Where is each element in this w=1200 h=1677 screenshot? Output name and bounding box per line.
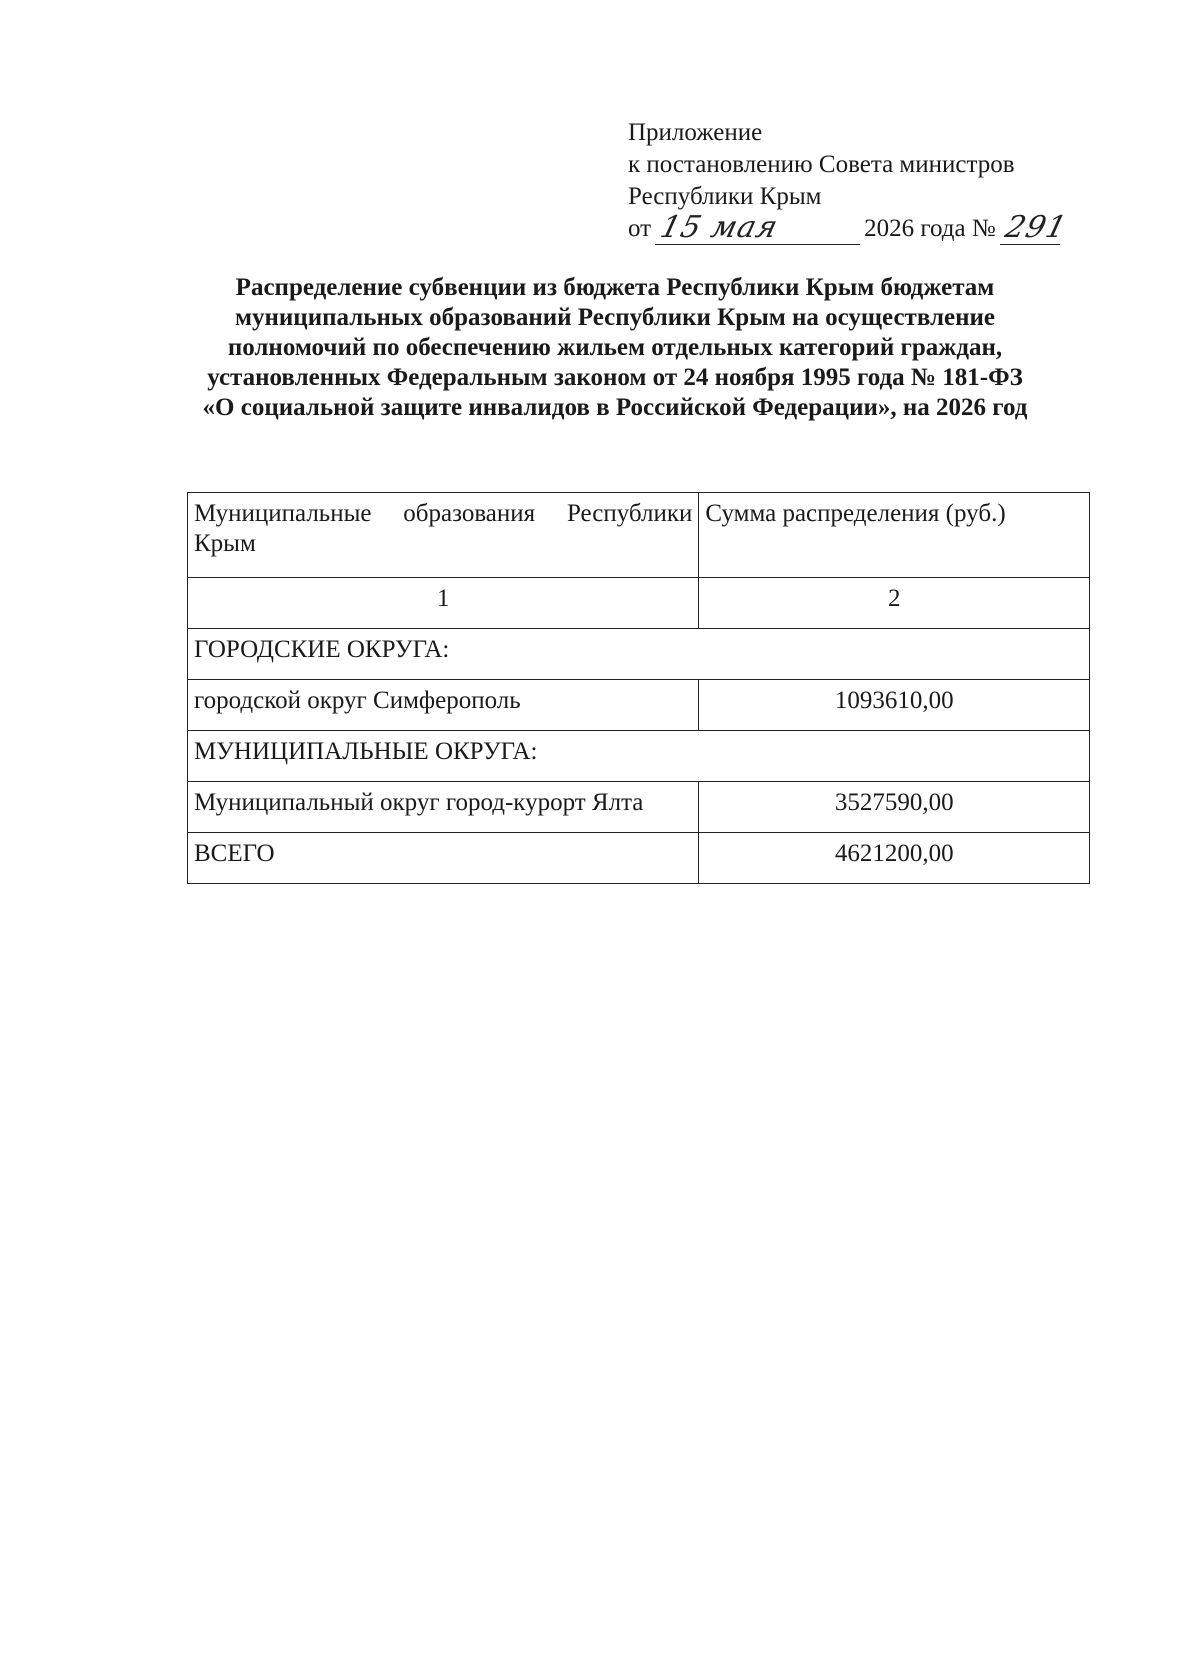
appendix-resolution-ref: к постановлению Совета министров (628, 151, 1015, 178)
table-header-row (188, 493, 1090, 578)
title-line: муниципальных образований Республики Крым на осуществление (234, 304, 996, 331)
section-row (188, 629, 1090, 680)
handwritten-date: 15 мая (656, 210, 782, 245)
year-number-label: 2026 года № (864, 215, 996, 242)
date-prefix: от (628, 215, 652, 242)
table-row (188, 680, 1090, 731)
table-row (188, 782, 1090, 833)
amount-cell: 1093610,00 (699, 680, 1090, 731)
appendix-label: Приложение (628, 119, 763, 146)
distribution-table (187, 492, 1090, 884)
municipality-name: Муниципальный округ город-курорт Ялта (188, 782, 699, 833)
appendix-republic: Республики Крым (628, 183, 822, 210)
date-field (655, 210, 860, 245)
section-title: ГОРОДСКИЕ ОКРУГА: (188, 629, 1090, 680)
municipality-name: городской округ Симферополь (188, 680, 699, 731)
number-field (1000, 210, 1071, 245)
appendix-date-line (628, 210, 1071, 245)
handwritten-number: 291 (1001, 210, 1071, 245)
column-number: 2 (699, 578, 1090, 629)
total-amount: 4621200,00 (699, 833, 1090, 884)
amount-cell: 3527590,00 (699, 782, 1090, 833)
total-row (188, 833, 1090, 884)
title-line: «О социальной защите инвалидов в Российской Федерации», на 2026 год (202, 394, 1028, 421)
section-title: МУНИЦИПАЛЬНЫЕ ОКРУГА: (188, 731, 1090, 782)
section-row (188, 731, 1090, 782)
header-amount: Сумма распределения (руб.) (699, 493, 1090, 578)
total-label: ВСЕГО (188, 833, 699, 884)
column-number: 1 (188, 578, 699, 629)
column-number-row (188, 578, 1090, 629)
title-line: полномочий по обеспечению жильем отдельных категорий граждан, (227, 334, 1003, 361)
title-line: Распределение субвенции из бюджета Республики Крым бюджетам (235, 274, 995, 301)
document-title (150, 273, 1080, 423)
title-line: установленных Федеральным законом от 24 ноября 1995 года № 181-ФЗ (207, 364, 1023, 391)
header-municipalities: Муниципальные образования Республики Крым (188, 493, 699, 578)
appendix-header (628, 117, 1071, 245)
